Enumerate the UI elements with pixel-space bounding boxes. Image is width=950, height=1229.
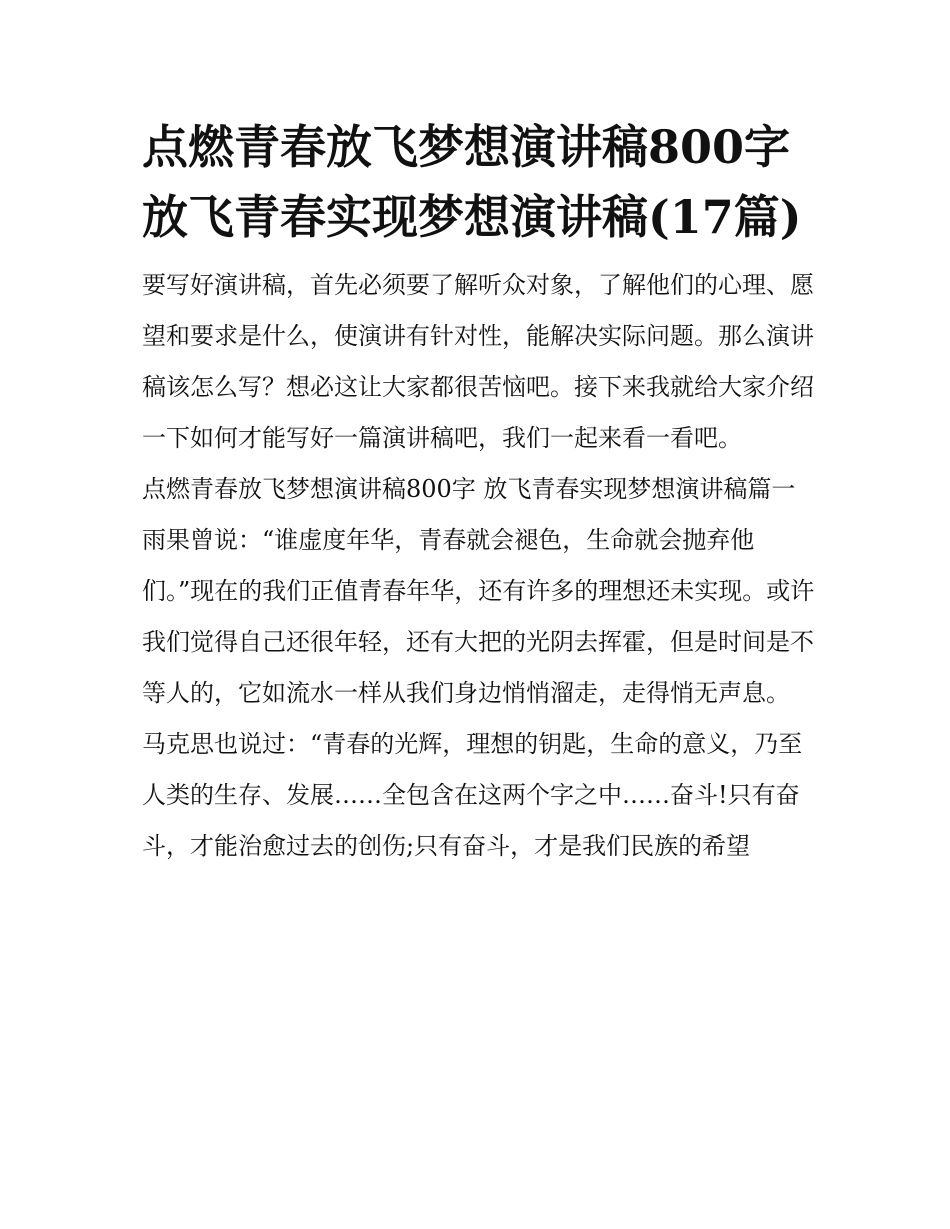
- section-heading: 点燃青春放飞梦想演讲稿800字 放飞青春实现梦想演讲稿篇一: [142, 475, 796, 503]
- document-title: 点燃青春放飞梦想演讲稿800字 放飞青春实现梦想演讲稿(17篇): [142, 120, 802, 244]
- body-paragraph-marx: 马克思也说过：“青春的光辉，理想的钥匙，生命的意义，乃至人类的生存、发展……全包含在这两个字之中……奋斗!只有奋斗，才能治愈过去的创伤;只有奋斗，才是我们民族的希望: [142, 730, 803, 860]
- body-paragraph-hugo: 雨果曾说：“谁虚度年华，青春就会褪色，生命就会抛弃他们。”现在的我们正值青春年华，还有许多的理想还未实现。或许我们觉得自己还很年轻，还有大把的光阴去挥霍，但是时间是不等人的，它如流水一样从我们身边悄悄溜走，走得悄无声息。: [142, 526, 815, 707]
- intro-paragraph: 要写好演讲稿，首先必须要了解听众对象，了解他们的心理、愿望和要求是什么，使演讲有针对性，能解决实际问题。那么演讲稿该怎么写？想必这让大家都很苦恼吧。接下来我就给大家介绍一下如何才能写好一篇演讲稿吧，我们一起来看一看吧。: [142, 271, 814, 452]
- document-page: [142, 112, 822, 872]
